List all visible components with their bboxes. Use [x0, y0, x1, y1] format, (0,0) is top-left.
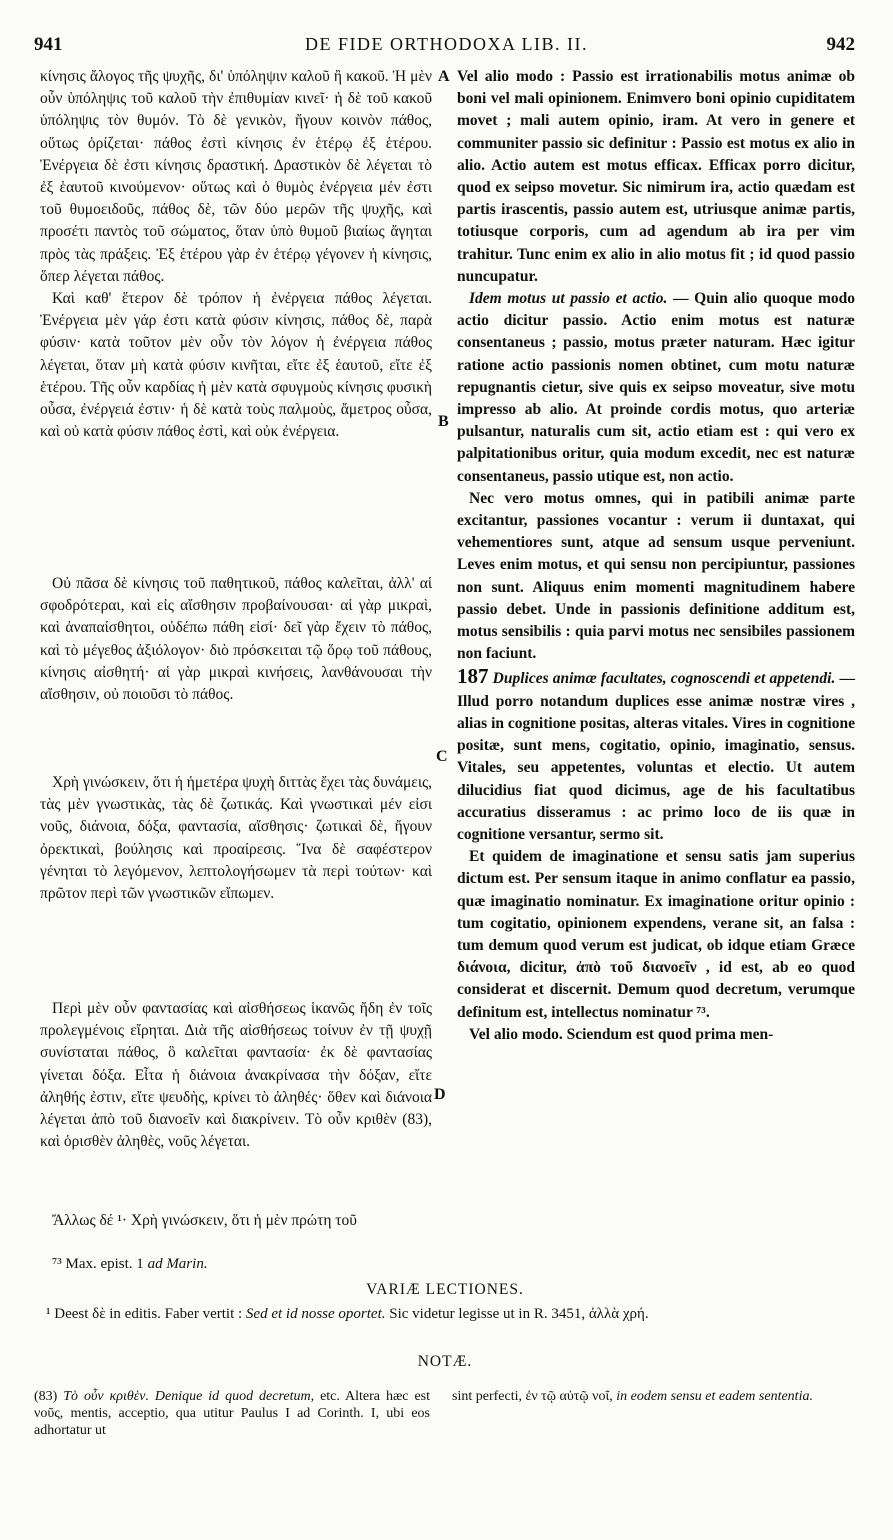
note-lemma: Τὸ οὖν κριθὲν. Denique id quod decretum, [63, 1389, 315, 1404]
latin-paragraph-6: Vel alio modo. Sciendum est quod prima men- [469, 1025, 774, 1043]
notae-column-2 [452, 1388, 856, 1405]
greek-paragraph-1: κίνησις ἄλογος τῆς ψυχῆς, δι' ὑπόληψιν καλοῦ ἢ κακοῦ. Ἡ μὲν οὖν ὑπόληψις τοῦ καλοῦ τὴν ἐπιθυμίαν κινεῖ· ἡ δὲ τοῦ κακοῦ ὑπόληψις τὸν θυμόν. Τὸ δὲ γενικὸν, ἤγουν κοινὸν πάθος, οὕτως ὁρίζεται· πάθος ἐστὶ κίνησις ἐν ἑτέρῳ ἐξ ἑτέρου. Ἐνέργεια δὲ ἐστι κίνησις δραστική. Δραστικὸν δὲ λέγεται τὸ ἐξ ἑαυτοῦ κινούμενον· οὕτως καὶ ὁ θυμὸς ἐνέργεια μέν ἐστι τοῦ θυμοειδοῦς, πάθος δὲ, τῶν δύο μερῶν τῆς ψυχῆς, καὶ προσέτι παντὸς τοῦ σώματος, ὅταν ὑπὸ θυμοῦ βιαίως ἄγηται πρὸς τὰς πράξεις. Ἐξ ἑτέρου γὰρ ἐν ἑτέρῳ γέγονεν ἡ κίνησις, ὅπερ λέγεται πάθος. [40, 68, 432, 285]
variae-text-a: Deest δὲ in editis. Faber vertit : [54, 1306, 243, 1322]
variae-italic: Sed et id nosse oportet. [245, 1306, 386, 1322]
note-text-2: sint perfecti, ἐν τῷ αὐτῷ νοΐ, [452, 1389, 613, 1404]
latin-paragraph-4 [457, 665, 855, 846]
latin-sidenote-heading: Idem motus ut passio et actio. [469, 290, 668, 308]
latin-paragraph-2-text: — Quin alio quoque modo actio dicitur passio. Actio enim motus est naturæ consentaneus ; passio, motus præter naturam. Hæc igitur ratione actio passionis nomen obtinet, cum motu naturæ repugnantis cietur, sive quis ex seipso moveatur, sive motu impresso ab alio. At proinde cordis motus, quo arteriæ pulsantur, naturalis cum sit, actio etiam est : qui vero ex palpitationibus oritur, quia modum excedit, nec est naturæ consentaneus, passio utique est, non actio. [457, 290, 855, 485]
greek-paragraph-6: Ἄλλως δέ ¹· Χρὴ γινώσκειν, ὅτι ἡ μὲν πρώτη τοῦ [52, 1212, 357, 1229]
notae-column-1 [34, 1388, 430, 1439]
footnote-italic: ad Marin. [147, 1256, 208, 1272]
running-title: DE FIDE ORTHODOXA LIB. II. [305, 34, 588, 54]
latin-section-heading: Duplices animæ facultates, cognoscendi et appetendi. [492, 670, 836, 688]
margin-letter-c: C [436, 748, 448, 765]
greek-paragraph-5: Περὶ μὲν οὖν φαντασίας καὶ αἰσθήσεως ἱκανῶς ἤδη ἐν τοῖς προλεγμένοις εἴρηται. Διὰ τῆς αἰσθήσεως τοίνυν ἐν τῇ ψυχῇ συνίσταται πάθος, ὃ καλεῖται φαντασία· ἐκ δὲ φαντασίας γίνεται δόξα. Εἶτα ἡ διάνοια ἀνακρίνασα τὴν δόξαν, εἴτε ἀληθής ἐστιν, εἴτε ψευδὴς, κρίνει τὸ ἀληθές· ὅθεν καὶ διάνοια λέγεται ἀπὸ τοῦ διανοεῖν καὶ διακρίνειν. Τὸ οὖν κριθὲν (83), καὶ ὁρισθὲν ἀληθὲς, νοῦς λέγεται. [40, 1000, 432, 1151]
variae-heading: VARIÆ LECTIONES. [366, 1281, 524, 1298]
variae-lectiones [34, 1280, 856, 1324]
greek-column [40, 66, 432, 443]
greek-column-5 [40, 1210, 432, 1232]
latin-paragraph-5: Et quidem de imaginatione et sensu satis jam superius dictum est. Per sensum itaque in animo conflatur ea passio, quæ imaginatio nominatur. Ex imaginatione oritur opinio : tum cogitatio, opinionem expendens, verane sit, an falsa : tum demum quod verum est judicat, ob idque etiam Græce διάνοια, dicitur, ἀπὸ τοῦ διανοεῖν , id est, ab eo quod considerat et discernit. Demum quod decretum, verumque definitum est, intellectus nominatur ⁷³. [457, 848, 855, 1021]
margin-letter-b: B [438, 413, 449, 430]
variae-text-b: Sic videtur legisse ut in R. 3451, ἀλλὰ χρή. [389, 1306, 649, 1322]
variae-marker: ¹ [46, 1306, 51, 1322]
greek-column-2 [40, 573, 432, 706]
greek-paragraph-3: Οὐ πᾶσα δὲ κίνησις τοῦ παθητικοῦ, πάθος καλεῖται, ἀλλ' αἱ σφοδρότεραι, καὶ εἰς αἴσθησιν προβαίνουσαι· αἱ γὰρ μικραὶ, καὶ ἀναπαίσθητοι, οὐδέπω πάθη εἰσί· δεῖ γὰρ ἔχειν τὸ πάθος, καὶ τὸ μέγεθος ἀξιόλογον· διὸ πρόσκειται τῷ ὅρῳ τοῦ πάθους, κίνησις αἰσθητή· αἱ γὰρ μικραὶ κινήσεις, λανθάνουσαι τὴν αἴσθησιν, οὐ ποιοῦσι τὸ πάθος. [40, 575, 432, 704]
greek-paragraph-4: Χρὴ γινώσκειν, ὅτι ἡ ἡμετέρα ψυχὴ διττὰς ἔχει τὰς δυνάμεις, τὰς μὲν γνωστικὰς, τὰς δὲ ζωτικάς. Καὶ γνωστικαὶ μέν εἰσι νοῦς, διάνοια, δόξα, φαντασία, αἴσθησις· ζωτικαὶ δὲ, ἤγουν ὀρεκτικαὶ, βούλησις καὶ προαίρεσις. Ἵνα δὲ σαφέστερον γένηται τὸ λεγόμενον, λεπτολογήσωμεν τὰ περὶ τούτων· καὶ πρῶτον περὶ τῶν γνωστικῶν εἴπωμεν. [40, 774, 432, 903]
latin-column [457, 66, 855, 1046]
section-number: 187 [457, 664, 489, 689]
greek-paragraph-2: Καὶ καθ' ἕτερον δὲ τρόπον ἡ ἐνέργεια πάθος λέγεται. Ἐνέργεια μὲν γάρ ἐστι κατὰ φύσιν κίνησις, πάθος δὲ, παρὰ φύσιν· κατὰ τοῦτον μὲν οὖν τὸν λόγον ἡ ἐνέργεια πάθος λέγεται, ὅταν μὴ κατὰ φύσιν κινῆται, εἴτε ἐξ ἑαυτοῦ, εἴτε ἐξ ἑτέρου. Τῆς οὖν καρδίας ἡ μὲν κατὰ σφυγμοὺς κίνησις φυσικὴ οὖσα, ἐνέργειά ἐστιν· ἡ δὲ κατὰ τοὺς παλμοὺς, ἄμετρος οὖσα, καὶ οὐ κατὰ φύσιν πάθος ἐστὶ, καὶ οὐκ ἐνέργεια. [40, 290, 432, 441]
variae-entry [34, 1304, 856, 1324]
margin-letter-d: D [434, 1086, 446, 1103]
greek-column-3 [40, 772, 432, 905]
note-italic-2: in eodem sensu et eadem sententia. [616, 1389, 813, 1404]
latin-paragraph-2 [457, 288, 855, 488]
footnote-number: ⁷³ [52, 1256, 62, 1272]
latin-paragraph-3: Nec vero motus omnes, qui in patibili animæ parte excitantur, passiones vocantur : verum ii duntaxat, qui vehementiores sunt, atque ad sensum usque perveniunt. Leves enim motus, et qui sensu non percipiuntur, passiones non sunt. Aliquus enim momenti magnitudinem habere passio debet. Unde in passionis definitione additum est, motus sensibilis : quia parvi motus nec sensibiles passionem non faciunt. [457, 489, 855, 663]
greek-column-4 [40, 998, 432, 1153]
footnote-73 [52, 1254, 874, 1274]
note-text: etc. Altera hæc est νοῦς, mentis, acceptio, qua utitur Paulus I ad Corinth. I, ubi eos adhortatur ut [34, 1389, 430, 1438]
page-number-left: 941 [34, 34, 63, 55]
latin-paragraph-1: Vel alio modo : Passio est irrationabilis motus animæ ob boni vel mali opinionem. Enimvero boni opinio cupiditatem movet ; mali autem opinio, iram. At vero in genere et communiter passio sic definitur : Passio est motus ex alio in alio. Actio autem est motus efficax. Efficax porro dicitur, quod ex seipso movetur. Sic nimirum ira, actio quædam est partis irascentis, passio autem est, utriusque animæ partis, totiusque corporis, cum ad agendum ab ira per vim trahitur. Tunc enim ex alio in alio motus fit ; id quod passio nuncupatur. [457, 68, 855, 285]
page-number-right: 942 [826, 34, 855, 55]
footnote-text: Max. epist. 1 [65, 1256, 144, 1272]
margin-letter-a: A [438, 68, 450, 85]
note-number: (83) [34, 1389, 58, 1404]
notae-heading: NOTÆ. [417, 1353, 473, 1370]
page-header [0, 34, 893, 60]
notae-heading-wrap [34, 1352, 856, 1372]
latin-paragraph-4-text: — Illud porro notandum duplices esse animæ nostræ vires , alias in cognitione positas, alteras vitales. Vires in cognitione positæ, sunt mens, cogitatio, opinio, imaginatio, sensus. Vitales, seu appetentes, voluntas et electio. Ut autem dilucidius fiat quod dicimus, age de his facultatibus accuratius disseramus : ac primo loco de iis quæ in cognitione versantur, sermo sit. [457, 670, 855, 843]
